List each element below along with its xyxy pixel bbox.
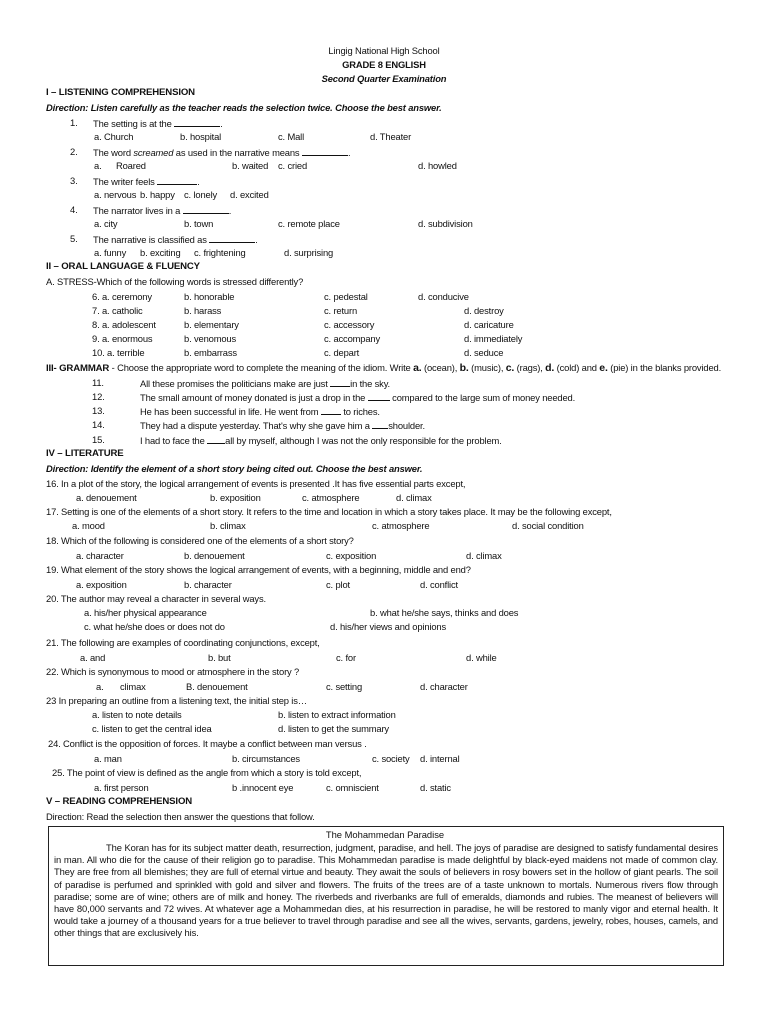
q17-option-d: d. social condition [512,520,584,531]
q20-option-d: d. his/her views and opinions [330,621,447,632]
q4-option-c: c. remote place [278,218,340,229]
q18-option-b: b. denouement [184,550,245,561]
q22-option-a: a. [96,681,104,692]
idiom-13-num: 13. [92,405,105,416]
idiom-14-text: They had a dispute yesterday. That's why she gave him a shoulder. [140,420,425,431]
q23-option-c: c. listen to get the central idea [92,723,212,734]
q17-option-a: a. mood [72,520,105,531]
q4-text: The narrator lives in a . [93,205,232,216]
idiom-12-num: 12. [92,391,105,402]
stress-row-6-b: b. honorable [184,291,235,302]
q17-text: 17. Setting is one of the elements of a short story. It refers to the time and location in which a story takes place. It may be the following except, [46,506,612,517]
q22-text: 22. Which is synonymous to mood or atmosphere in the story ? [46,666,300,677]
passage-paragraph: The Koran has for its subject matter death, resurrection, judgment, paradise, and hell. The joys of paradise are designed to satisfy fundamental desires in man. All who die for the cause of their religion go to paradise. This Mohammedan paradise is made delightful by black-eyed maidens not made of common clay. They are free from all blemishes; they are full of eternal virtue and beauty. They await the souls of believers in rosy bowers set in the hollow of giant pearls. The soil of paradise is perfumed and sprinkled with gold and silver and flowers. The fruits of the trees are of a taste unknown to mortals. Numerous rivers flow through paradise; some are of wine; others are of milk and honey. The riverbeds and riverbanks are full of emeralds, diamonds and rubies. The meanest of believers will have 80,000 servants and 72 wives. At whatever age a Mohammedan dies, at his resurrection in paradise, he will be restored to manly vigor and eternal health. It would take a journey of a thousand years for a true believer to travel through paradise and see all the wives, servants, gardens, jewelry, robes, houses, camels, and other things that are exclusively his. [54,842,718,939]
section-2-title: II – ORAL LANGUAGE & FLUENCY [46,261,200,272]
q4-option-d: d. subdivision [418,218,473,229]
q2-option-a-text: Roared [116,160,146,171]
stress-row-9-d: d. immediately [464,333,523,344]
stress-row-6-c: c. pedestal [324,291,368,302]
q17-option-b: b. climax [210,520,246,531]
idiom-14-num: 14. [92,419,105,430]
q5-text: The narrative is classified as . [93,234,258,245]
stress-row-10-d: d. seduce [464,347,504,358]
q1-option-d: d. Theater [370,131,412,142]
stress-row-10-c: c. depart [324,347,360,358]
idiom-15-num: 15. [92,434,105,445]
q24-text: 24. Conflict is the opposition of forces. It maybe a conflict between man versus . [48,738,367,749]
section-2-subtitle: A. STRESS-Which of the following words is stressed differently? [46,276,304,287]
q19-text: 19. What element of the story shows the logical arrangement of events, with a beginning, middle and end? [46,564,471,575]
q25-option-c: c. omniscient [326,782,379,793]
q1-option-b: b. hospital [180,131,222,142]
stress-row-6-a: 6. a. ceremony [92,291,152,302]
q24-option-c: c. society [372,753,410,764]
q4-option-b: b. town [184,218,214,229]
q16-text: 16. In a plot of the story, the logical arrangement of events is presented .It has five essential parts except, [46,478,466,489]
passage-text [54,842,718,940]
q23-option-b: b. listen to extract information [278,709,396,720]
stress-row-9-c: c. accompany [324,333,381,344]
q2-option-b: b. waited [232,160,269,171]
q5-num: 5. [70,233,78,244]
q4-option-a: a. city [94,218,118,229]
q21-option-a: a. and [80,652,106,663]
section-3-direction: III- GRAMMAR - Choose the appropriate word to complete the meaning of the idiom. Write a. (ocean), b. (music), c. (rags), d. (cold) and e. (pie) in the blanks provided. [46,362,722,374]
q23-option-d: d. listen to get the summary [278,723,389,734]
q21-option-d: d. while [466,652,497,663]
q21-option-b: b. but [208,652,231,663]
q22-option-c: c. setting [326,681,363,692]
q22-option-d: d. character [420,681,468,692]
stress-row-6-d: d. conducive [418,291,469,302]
q23-option-a: a. listen to note details [92,709,182,720]
stress-row-10-a: 10. a. terrible [92,347,145,358]
q21-text: 21. The following are examples of coordinating conjunctions, except, [46,637,320,648]
stress-row-10-b: b. embarrass [184,347,237,358]
q5-option-a: a. funny [94,247,127,258]
section-5-title: V – READING COMPREHENSION [46,796,193,807]
q3-option-d: d. excited [230,189,269,200]
q3-num: 3. [70,175,78,186]
stress-row-7-d: d. destroy [464,305,504,316]
stress-row-9-a: 9. a. enormous [92,333,153,344]
q18-option-c: c. exposition [326,550,377,561]
q3-option-b: b. happy [140,189,175,200]
q20-option-a: a. his/her physical appearance [84,607,207,618]
stress-row-8-b: b. elementary [184,319,239,330]
q25-text: 25. The point of view is defined as the angle from which a story is told except, [52,767,362,778]
q3-option-c: c. lonely [184,189,218,200]
q25-option-b: b .innocent eye [232,782,294,793]
section-1-title: I – LISTENING COMPREHENSION [46,87,195,98]
q2-option-a: a. [94,160,102,171]
q1-option-a: a. Church [94,131,134,142]
stress-row-8-d: d. caricature [464,319,514,330]
q19-option-c: c. plot [326,579,350,590]
q5-option-d: d. surprising [284,247,334,258]
q4-num: 4. [70,204,78,215]
q16-option-a: a. denouement [76,492,137,503]
q25-option-d: d. static [420,782,451,793]
q1-num: 1. [70,117,78,128]
q18-option-d: d. climax [466,550,502,561]
q2-option-c: c. cried [278,160,308,171]
q23-text: 23 In preparing an outline from a listening text, the initial step is… [46,695,308,706]
q21-option-c: c. for [336,652,356,663]
section-4-direction: Direction: Identify the element of a short story being cited out. Choose the best answer. [46,463,423,474]
idiom-11-text: All these promises the politicians make are just in the sky. [140,378,391,389]
section-5-direction: Direction: Read the selection then answer the questions that follow. [46,811,315,822]
grade-title: GRADE 8 ENGLISH [342,59,426,70]
section-4-title: IV – LITERATURE [46,448,124,459]
q19-option-b: b. character [184,579,232,590]
q3-text: The writer feels . [93,176,200,187]
stress-row-7-b: b. harass [184,305,222,316]
passage-title: The Mohammedan Paradise [325,829,445,840]
idiom-12-text: The small amount of money donated is just a drop in the compared to the large sum of money needed. [140,392,576,403]
q19-option-a: a. exposition [76,579,127,590]
stress-row-7-c: c. return [324,305,358,316]
q20-option-c: c. what he/she does or does not do [84,621,225,632]
q16-option-b: b. exposition [210,492,261,503]
q16-option-d: d. climax [396,492,432,503]
q20-text: 20. The author may reveal a character in several ways. [46,593,266,604]
stress-row-8-c: c. accessory [324,319,375,330]
stress-row-8-a: 8. a. adolescent [92,319,156,330]
q5-option-b: b. exciting [140,247,181,258]
idiom-13-text: He has been successful in life. He went from to riches. [140,406,380,417]
q3-option-a: a. nervous [94,189,137,200]
q2-text: The word screamed as used in the narrative means . [93,147,351,158]
q16-option-c: c. atmosphere [302,492,360,503]
q22-option-b: B. denouement [186,681,248,692]
q18-text: 18. Which of the following is considered one of the elements of a short story? [46,535,354,546]
q20-option-b: b. what he/she says, thinks and does [370,607,519,618]
q25-option-a: a. first person [94,782,149,793]
exam-title: Second Quarter Examination [321,73,447,84]
section-1-direction: Direction: Listen carefully as the teacher reads the selection twice. Choose the best answer. [46,102,442,113]
idiom-15-text: I had to face the all by myself, although I was not the only responsible for the problem. [140,435,502,446]
q1-option-c: c. Mall [278,131,305,142]
q5-option-c: c. frightening [194,247,246,258]
idiom-11-num: 11. [92,377,104,388]
stress-row-9-b: b. venomous [184,333,237,344]
q18-option-a: a. character [76,550,124,561]
q2-option-d: d. howled [418,160,457,171]
q19-option-d: d. conflict [420,579,458,590]
q22-option-a-text: climax [120,681,146,692]
q24-option-b: b. circumstances [232,753,300,764]
school-name: Lingig National High School [328,45,440,56]
q2-num: 2. [70,146,78,157]
q1-text: The setting is at the . [93,118,223,129]
q24-option-a: a. man [94,753,122,764]
q24-option-d: d. internal [420,753,460,764]
stress-row-7-a: 7. a. catholic [92,305,143,316]
q17-option-c: c. atmosphere [372,520,430,531]
